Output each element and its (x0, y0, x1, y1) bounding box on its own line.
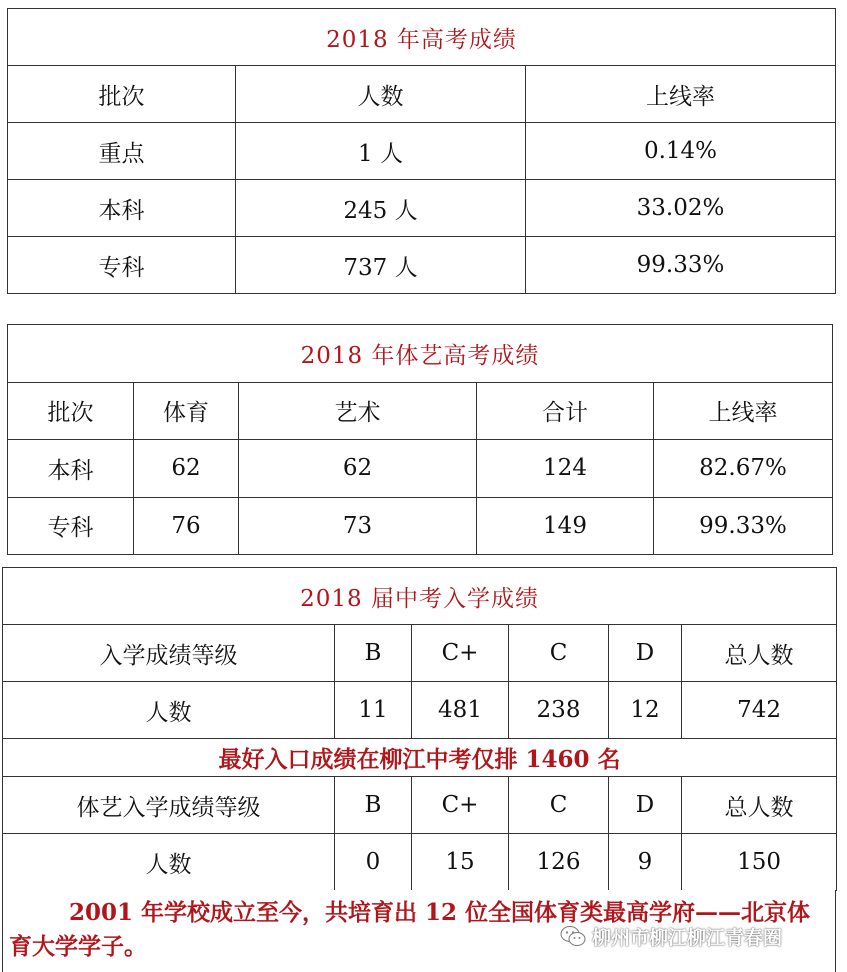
table-cell: 本科 (8, 440, 134, 498)
table-cell: 专科 (8, 237, 236, 294)
gaokao-results-table (7, 8, 836, 294)
table-cell: 62 (134, 440, 239, 498)
column-header: 总人数 (682, 777, 837, 834)
table-cell: 重点 (8, 123, 236, 180)
table-cell: 481 (412, 682, 509, 739)
table-cell: 742 (682, 682, 837, 739)
table-row (8, 123, 836, 180)
table-cell: 149 (477, 497, 654, 555)
table-cell: 9 (609, 834, 682, 891)
table-row (8, 497, 833, 555)
column-header: D (609, 625, 682, 682)
column-header: 上线率 (526, 66, 836, 123)
table-header-row (3, 777, 837, 834)
table-cell: 126 (509, 834, 609, 891)
table-row (3, 834, 837, 891)
table-cell: 99.33% (654, 497, 833, 555)
table-cell: 150 (682, 834, 837, 891)
column-header: B (335, 625, 412, 682)
column-header: C+ (412, 777, 509, 834)
table-cell: 73 (239, 497, 477, 555)
column-header: 合计 (477, 382, 654, 440)
notice-row (3, 739, 837, 777)
table-row (8, 440, 833, 498)
table-cell: 11 (335, 682, 412, 739)
table-cell: 737 人 (236, 237, 526, 294)
table-cell: 99.33% (526, 237, 836, 294)
watermark-text: 柳州市柳江柳江青春圈 (592, 926, 783, 949)
table-cell: 62 (239, 440, 477, 498)
table-title-row (8, 9, 836, 66)
column-header: 上线率 (654, 382, 833, 440)
table-row (3, 682, 837, 739)
table-cell: 1 人 (236, 123, 526, 180)
wechat-icon (560, 925, 586, 947)
admission-notice: 最好入口成绩在柳江中考仅排 1460 名 (3, 739, 837, 777)
table-cell: 12 (609, 682, 682, 739)
table-header-row (8, 66, 836, 123)
table-cell: 238 (509, 682, 609, 739)
table-title: 2018 届中考入学成绩 (3, 568, 837, 625)
table-title: 2018 年体艺高考成绩 (8, 325, 833, 383)
table-cell: 82.67% (654, 440, 833, 498)
column-header: 体艺入学成绩等级 (3, 777, 335, 834)
zhongkao-admission-table (2, 567, 837, 891)
column-header: C (509, 625, 609, 682)
table-cell: 124 (477, 440, 654, 498)
table-title: 2018 年高考成绩 (8, 9, 836, 66)
table-title-row (3, 568, 837, 625)
table-cell: 人数 (3, 834, 335, 891)
table-cell: 15 (412, 834, 509, 891)
sports-arts-results-table (7, 324, 833, 555)
column-header: 批次 (8, 382, 134, 440)
table-cell: 76 (134, 497, 239, 555)
column-header: B (335, 777, 412, 834)
column-header: C+ (412, 625, 509, 682)
column-header: 批次 (8, 66, 236, 123)
table-row (8, 180, 836, 237)
table-row (8, 237, 836, 294)
table-header-row (3, 625, 837, 682)
column-header: 人数 (236, 66, 526, 123)
table-title-row (8, 325, 833, 383)
table-cell: 人数 (3, 682, 335, 739)
table-cell: 33.02% (526, 180, 836, 237)
column-header: 总人数 (682, 625, 837, 682)
table-cell: 专科 (8, 497, 134, 555)
column-header: D (609, 777, 682, 834)
column-header: 体育 (134, 382, 239, 440)
column-header: 入学成绩等级 (3, 625, 335, 682)
table-cell: 0 (335, 834, 412, 891)
table-cell: 本科 (8, 180, 236, 237)
watermark (560, 922, 782, 950)
column-header: C (509, 777, 609, 834)
table-cell: 245 人 (236, 180, 526, 237)
table-header-row (8, 382, 833, 440)
footer-text: 2001 年学校成立至今，共培育出 12 位全国体育类最高学府——北京体育大学学子。 (9, 899, 811, 960)
column-header: 艺术 (239, 382, 477, 440)
table-cell: 0.14% (526, 123, 836, 180)
